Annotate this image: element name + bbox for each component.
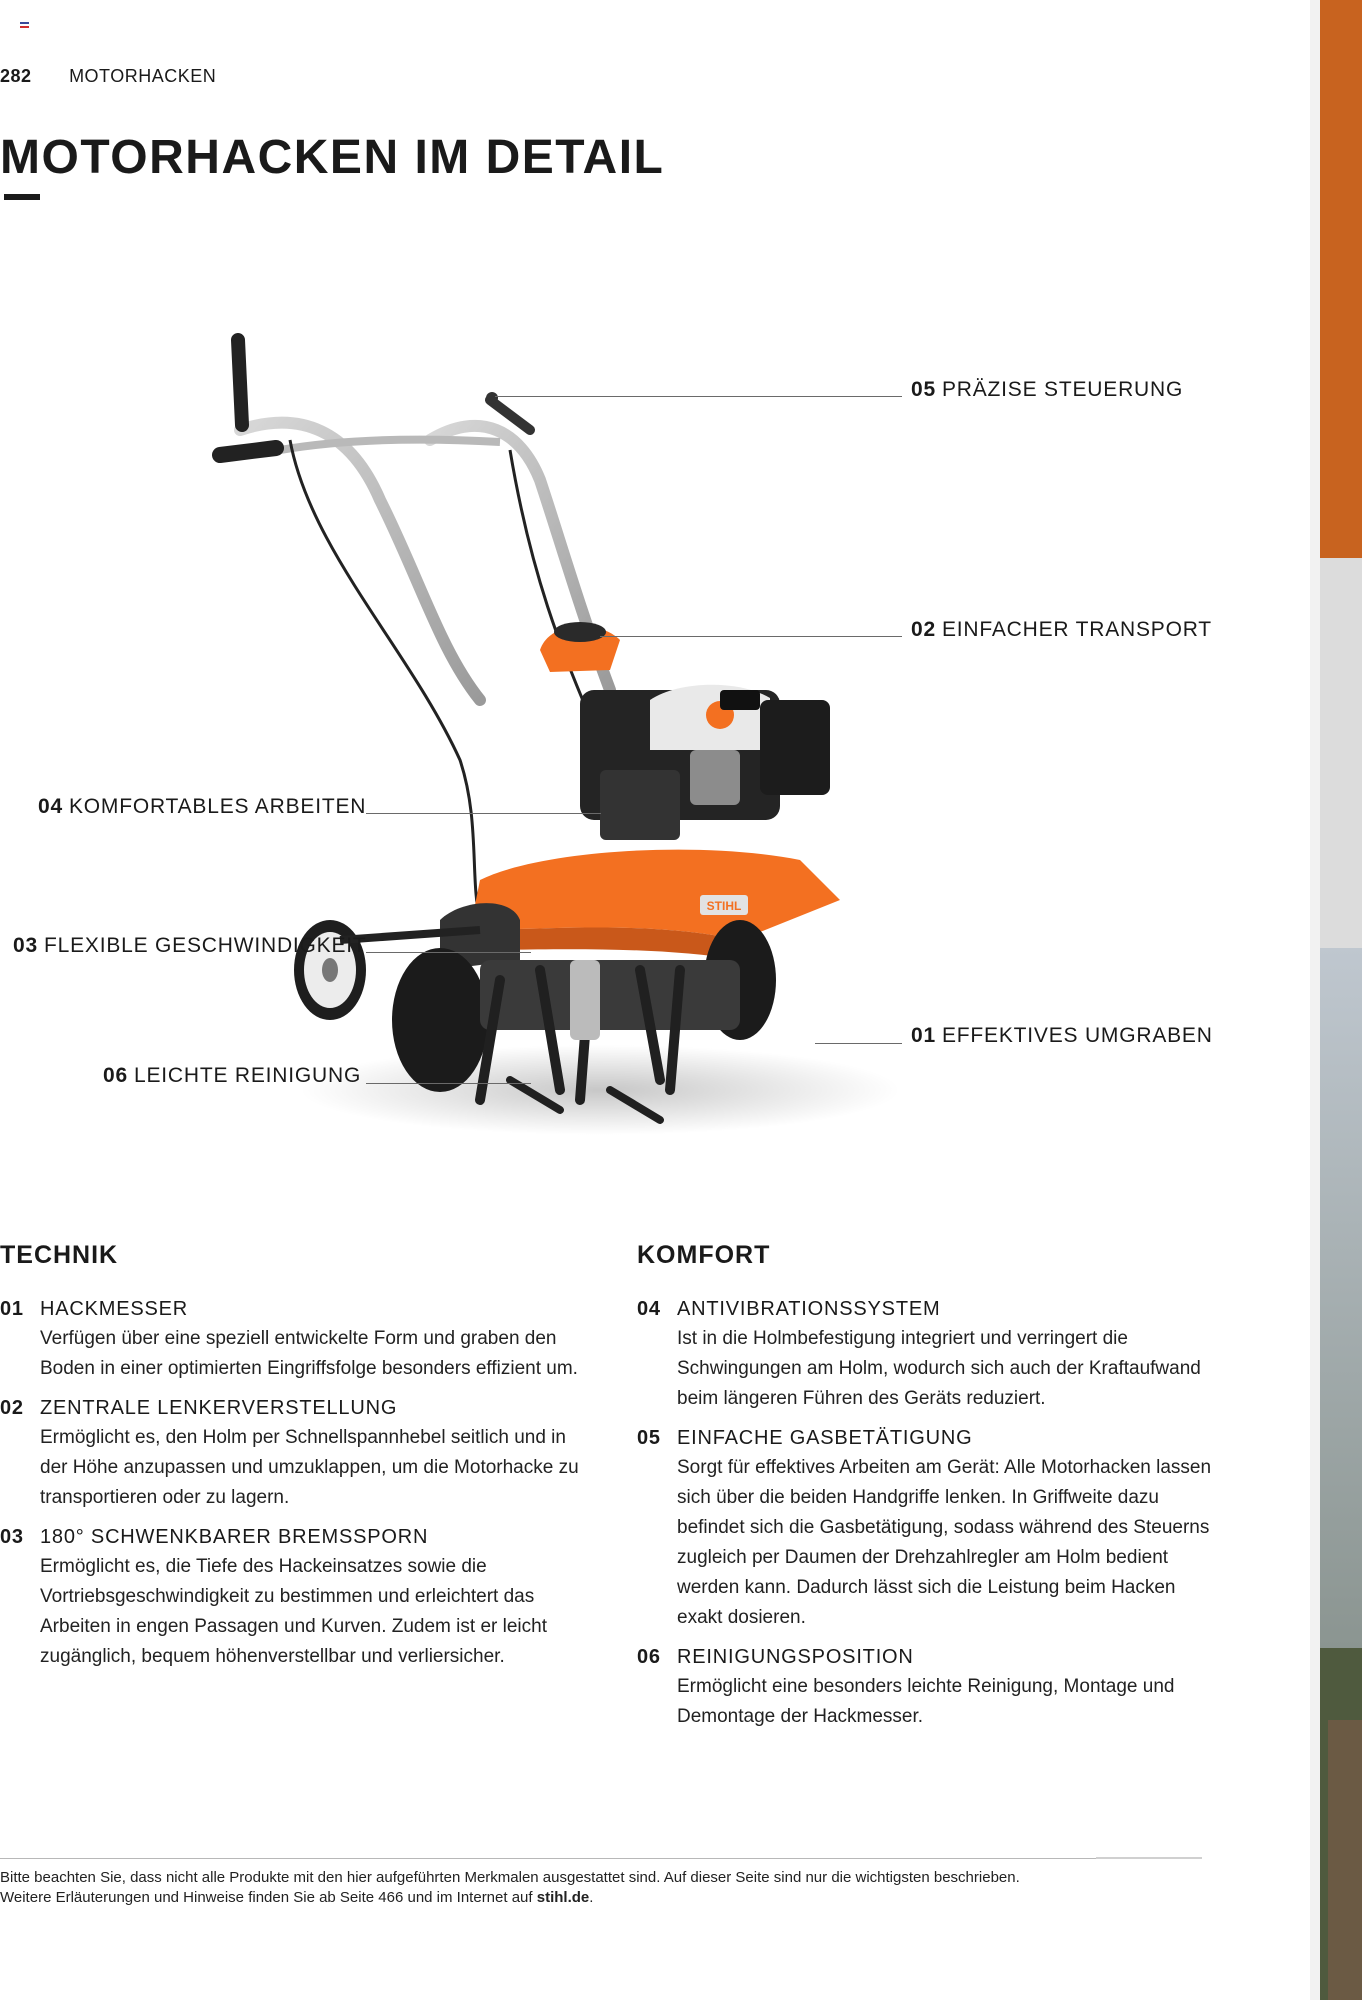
feature-number: 03 [0,1526,24,1548]
feature-item [0,1522,580,1672]
stihl-logo: STIHL [706,899,742,913]
callout-02 [911,618,1212,642]
feature-text: Ermöglicht es, den Holm per Schnellspannhebel seitlich und in der Höhe anzupassen und umzuklappen, um die Motorhacke zu transportieren oder zu lagern. [40,1427,579,1508]
feature-number: 04 [637,1298,661,1320]
feature-text: Verfügen über eine speziell entwickelte Form und graben den Boden in einer optimierten Eingriffsfolge besonders effizient um. [40,1328,578,1379]
footnote-text: Weitere Erläuterungen und Hinweise finden Sie ab Seite 466 und im Internet auf [0,1889,537,1906]
callout-line-05 [495,396,902,397]
feature-title: REINIGUNGSPOSITION [677,1646,914,1668]
footnote [0,1868,1200,1908]
page-header [0,66,216,87]
callout-label: FLEXIBLE GESCHWINDIGKEIT [43,934,367,957]
callout-03 [13,934,367,958]
tiller-product-image [180,320,900,1140]
callout-number: 05 [911,378,936,401]
feature-number: 01 [0,1298,24,1320]
callout-line-06 [366,1083,531,1084]
callout-number: 06 [103,1064,128,1087]
callout-line-01 [815,1043,902,1044]
feature-item [0,1294,580,1384]
feature-title: ANTIVIBRATIONSSYSTEM [677,1298,941,1320]
callout-label: EINFACHER TRANSPORT [941,618,1212,641]
transport-handle [540,622,620,672]
feature-title: HACKMESSER [40,1298,189,1320]
flag-icon [20,22,29,28]
komfort-section [637,1240,1217,1741]
feature-title: EINFACHE GASBETÄTIGUNG [677,1427,973,1449]
callout-number: 04 [38,795,63,818]
orange-tab [1320,0,1362,558]
footer-divider [0,1858,1202,1859]
feature-number: 06 [637,1646,661,1668]
footnote-end: . [589,1889,594,1906]
feature-text: Sorgt für effektives Arbeiten am Gerät: Alle Motorhacken lassen sich über die beiden Handgriffe lenken. In Griffweite dazu befindet sich die Gasbetätigung, sodass während des Steuerns zugleich per Daumen der Drehzahlregler am Holm bedient werden kann. Dadurch lässt sich die Leistung beim Hacken exakt dosieren. [677,1457,1212,1628]
feature-text: Ermöglicht eine besonders leichte Reinigung, Montage und Demontage der Hackmesser. [677,1676,1175,1727]
title-underline [4,194,40,200]
footnote-line-1: Bitte beachten Sie, dass nicht alle Produkte mit den hier aufgeführten Merkmalen ausgestattet sind. Auf dieser Seite sind nur die wichtigsten beschrieben. [0,1869,1020,1886]
callout-number: 01 [911,1024,936,1047]
callout-number: 03 [13,934,38,957]
callout-label: KOMFORTABLES ARBEITEN [68,795,367,818]
technik-heading: TECHNIK [0,1241,119,1269]
feature-item [637,1642,1217,1732]
callout-label: LEICHTE REINIGUNG [133,1064,362,1087]
feature-item [637,1294,1217,1414]
adjacent-page-edge [1310,0,1362,2000]
callout-05 [911,378,1183,402]
callout-01 [911,1024,1213,1048]
section-name: MOTORHACKEN [69,66,217,86]
komfort-heading: KOMFORT [637,1241,771,1269]
handlebar [220,340,610,920]
feature-item [637,1423,1217,1633]
feature-number: 02 [0,1397,24,1419]
technik-section [0,1240,580,1681]
feature-title: 180° SCHWENKBARER BREMSSPORN [40,1526,429,1548]
website-link[interactable]: stihl.de [536,1889,590,1906]
feature-text: Ermöglicht es, die Tiefe des Hackeinsatzes sowie die Vortriebsgeschwindigkeit zu bestimmen und erleichtert das Arbeiten in engen Passagen und Kurven. Zudem ist er leicht zugänglich, bequem höhenverstellbar und verliersicher. [40,1556,547,1667]
footnote-line-2 [0,1888,1200,1908]
callout-label: EFFEKTIVES UMGRABEN [941,1024,1213,1047]
page-title: MOTORHACKEN IM DETAIL [0,131,665,184]
callout-06 [103,1064,361,1088]
page-number: 282 [0,66,32,86]
ground-shadow [300,1045,900,1135]
callout-04 [38,795,366,819]
callout-line-03 [366,952,531,953]
callout-number: 02 [911,618,936,641]
feature-item [0,1393,580,1513]
callout-line-02 [600,636,902,637]
feature-title: ZENTRALE LENKERVERSTELLUNG [40,1397,398,1419]
footer-divider-accent [1096,1857,1202,1859]
callout-label: PRÄZISE STEUERUNG [941,378,1184,401]
feature-number: 05 [637,1427,661,1449]
engine [580,685,830,840]
feature-text: Ist in die Holmbefestigung integriert und verringert die Schwingungen am Holm, wodurch sich auch der Kraftaufwand beim längeren Führen des Geräts reduziert. [677,1328,1201,1409]
callout-line-04 [366,813,601,814]
